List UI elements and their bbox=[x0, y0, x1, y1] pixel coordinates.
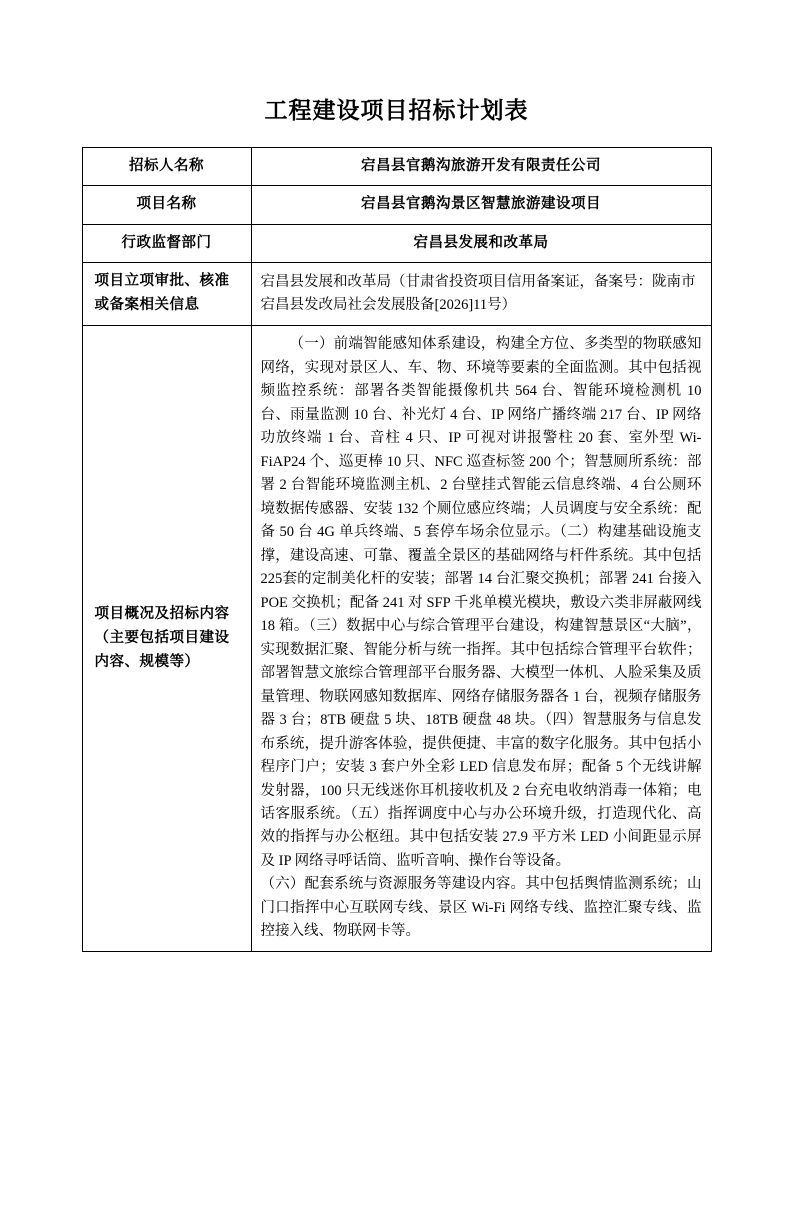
row-label-project-name: 项目名称 bbox=[82, 186, 251, 224]
bidding-plan-table bbox=[82, 147, 712, 952]
row-label-approval-info: 项目立项审批、核准或备案相关信息 bbox=[82, 263, 251, 326]
row-label-bidder-name: 招标人名称 bbox=[82, 148, 251, 186]
table-row bbox=[82, 186, 711, 224]
overview-paragraph-1: （一）前端智能感知体系建设，构建全方位、多类型的物联感知网络，实现对景区人、车、物、环境等要素的全面监测。其中包括视频监控系统：部署各类智能摄像机共 564 台、智能环境检测机 10 台、雨量监测 10 台、补光灯 4 台、IP 网络广播终端 217 台、IP 网络功放终端 1 台、音柱 4 只、IP 可视对讲报警柱 20 套、室外型 Wi-FiAP24 个、巡更棒 10 只、NFC 巡查标签 200 个；智慧厕所系统：部署 2 台智能环境监测主机、2 台壁挂式智能云信息终端、4 台公厕环境数据传感器、安装 132 个厕位感应终端；人员调度与安全系统：配备 50 台 4G 单兵终端、5 套停车场余位显示。（二）构建基础设施支撑，建设高速、可靠、覆盖全景区的基础网络与杆件系统。其中包括225套的定制美化杆的安装；部署 14 台汇聚交换机；部署 241 台接入 POE 交换机；配备 241 对 SFP 千兆单模光模块，敷设六类非屏蔽网线 18 箱。（三）数据中心与综合管理平台建设，构建智慧景区“大脑”，实现数据汇聚、智能分析与统一指挥。其中包括综合管理平台软件；部署智慧文旅综合管理部平台服务器、大模型一体机、人脸采集及质量管理、物联网感知数据库、网络存储服务器各 1 台，视频存储服务器 3 台；8TB 硬盘 5 块、18TB 硬盘 48 块。（四）智慧服务与信息发布系统，提升游客体验，提供便捷、丰富的数字化服务。其中包括小程序门户；安装 3 套户外全彩 LED 信息发布屏；配备 5 个无线讲解发射器，100 只无线迷你耳机接收机及 2 台充电收纳消毒一体箱；电话客服系统。（五）指挥调度中心与办公环境升级，打造现代化、高效的指挥与办公枢纽。其中包括安装 27.9 平方米 LED 小间距显示屏及 IP 网络寻呼话筒、监听音响、操作台等设备。 bbox=[260, 336, 702, 869]
page-title: 工程建设项目招标计划表 bbox=[264, 98, 529, 123]
row-value-supervision-dept: 宕昌县发展和改革局 bbox=[251, 224, 711, 262]
row-value-approval-info: 宕昌县发展和改革局（甘肃省投资项目信用备案证，备案号：陇南市宕昌县发改局社会发展股备[2026]11号） bbox=[251, 263, 711, 326]
table-row bbox=[82, 224, 711, 262]
row-value-project-name: 宕昌县官鹅沟景区智慧旅游建设项目 bbox=[251, 186, 711, 224]
row-label-supervision-dept: 行政监督部门 bbox=[82, 224, 251, 262]
row-value-project-overview bbox=[251, 326, 711, 952]
table-body bbox=[82, 148, 711, 952]
table-row bbox=[82, 326, 711, 952]
document-page bbox=[0, 92, 793, 1214]
table-row bbox=[82, 263, 711, 326]
row-value-bidder-name: 宕昌县官鹅沟旅游开发有限责任公司 bbox=[251, 148, 711, 186]
row-label-project-overview: 项目概况及招标内容（主要包括项目建设内容、规模等） bbox=[82, 326, 251, 952]
table-row bbox=[82, 148, 711, 186]
overview-paragraph-2: （六）配套系统与资源服务等建设内容。其中包括舆情监测系统；山门口指挥中心互联网专线、景区 Wi-Fi 网络专线、监控汇聚专线、监控接入线、物联网卡等。 bbox=[260, 876, 702, 940]
